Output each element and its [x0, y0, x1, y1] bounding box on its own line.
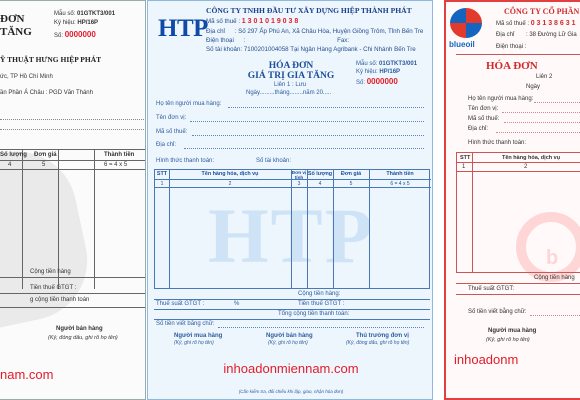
center-cong-tien-hang: Cộng tiền hàng:: [298, 291, 341, 297]
center-th-qty: Số lượng: [307, 171, 333, 177]
center-tong-thanh-toan: Tổng cộng tiền thanh toán:: [278, 311, 350, 317]
center-phone: :: [243, 37, 246, 44]
right-dotline: [502, 112, 580, 113]
right-divider: [456, 294, 580, 295]
right-num-2: 2: [524, 164, 528, 170]
center-company-name: CÔNG TY TNHH ĐẦU TƯ XÂY DỰNG HIỆP THÀNH PHÁT: [206, 6, 412, 15]
center-dotline: [192, 135, 424, 136]
center-th-amount: Thành tiền: [386, 171, 414, 177]
center-lien: Liên 1 : Lưu: [274, 82, 307, 88]
center-tax-code: Mã số thuế:: [156, 129, 188, 135]
left-num-6: 6 = 4 x 5: [104, 162, 128, 168]
center-buyer-address: Địa chỉ:: [156, 142, 177, 148]
center-th-price: Đơn giá: [340, 171, 362, 177]
left-divider: [0, 129, 146, 130]
right-unit-name: Tên đơn vị:: [468, 106, 499, 112]
right-tax-code: Mã số thuế:: [468, 116, 500, 122]
right-phone-label: Điện thoại: [496, 44, 524, 50]
right-address: : 38 Đường Lữ Gia: [526, 32, 577, 38]
right-sig-buyer-sub: (Ký, ghi rõ họ tên): [486, 337, 530, 343]
center-sig-seller: Người bán hàng: [266, 333, 313, 339]
left-table-col: [94, 149, 95, 289]
right-cong-tien-hang: Cộng tiền hàng: [534, 275, 575, 281]
left-website: nam.com: [0, 367, 54, 382]
left-num-4: 4: [8, 162, 12, 168]
right-divider: [456, 272, 580, 273]
center-sig-head-sub: (Ký, đóng dấu, ghi rõ họ tên): [346, 340, 410, 346]
center-tien-thue: Tiền thuế GTGT :: [298, 301, 345, 307]
left-so-label: Số:: [54, 33, 64, 39]
left-table-col: [58, 149, 59, 289]
right-mst: 0 3 1 3 8 6 3 1: [530, 20, 576, 27]
center-payment: Hình thức thanh toán:: [156, 158, 215, 164]
center-tn-6: 6 = 4 x 5: [390, 181, 410, 187]
center-divider: [154, 299, 430, 300]
center-account-label: Số tài khoản:: [206, 46, 243, 53]
center-dotline: [184, 148, 424, 149]
left-divider: [0, 293, 146, 294]
right-bang-chu: Số tiền viết bằng chữ:: [468, 309, 527, 315]
center-subtitle: GIÁ TRỊ GIA TĂNG: [247, 71, 335, 81]
center-th-stt: STT: [156, 171, 168, 177]
right-dotline: [534, 102, 580, 103]
center-percent: %: [234, 301, 240, 307]
center-mau-so-label: Mẫu số:: [356, 61, 378, 67]
right-table-row-line: [456, 162, 580, 163]
center-so: 0000000: [366, 77, 398, 86]
center-items-table: [154, 169, 430, 289]
center-unit-name: Tên đơn vị:: [156, 115, 187, 121]
left-table-col: [22, 149, 23, 289]
center-th-name: Tên hàng hóa, dịch vụ: [201, 171, 259, 177]
left-mau-so: 01GTKT3/001: [77, 11, 116, 17]
center-logo: HTP: [158, 15, 208, 42]
center-account-no: Số tài khoản:: [256, 158, 292, 164]
left-title-line1: ĐƠN: [0, 13, 25, 25]
blueoil-logo-icon: [450, 8, 482, 38]
right-buyer-name: Họ tên người mua hàng:: [468, 96, 534, 102]
left-tong-thanh-toan: g cộng tiền thanh toán: [30, 297, 90, 303]
left-title-line2: TĂNG: [0, 26, 32, 38]
left-divider: [0, 307, 146, 308]
right-phone: :: [524, 44, 527, 50]
center-sig-seller-sub: (Ký, ghi rõ họ tên): [268, 340, 308, 346]
right-mst-label: Mã số thuế :: [496, 21, 530, 27]
right-sig-buyer: Người mua hàng: [488, 328, 537, 334]
center-phone-label: Điện thoại: [206, 37, 234, 44]
right-num-1: 1: [462, 164, 466, 170]
center-invoice: [147, 0, 433, 400]
center-dotline: [228, 107, 424, 108]
right-date: Ngày: [526, 84, 541, 90]
center-dotline: [190, 121, 424, 122]
left-divider: [0, 277, 146, 278]
right-buyer-address: Địa chỉ:: [468, 126, 489, 132]
center-title: HÓA ĐƠN: [268, 61, 314, 71]
center-table-col: [369, 170, 370, 288]
center-table-col: [169, 170, 170, 288]
right-dotline: [530, 315, 580, 316]
left-col-so-luong: Số lượng: [0, 152, 27, 158]
right-items-table: [456, 152, 580, 272]
center-tn-4: 4: [318, 181, 322, 187]
right-dotline: [496, 132, 580, 133]
right-table-col: [472, 152, 473, 272]
center-dotline: [218, 327, 424, 328]
center-so-label: Số:: [356, 80, 366, 86]
center-mst: 1 3 0 1 0 1 9 0 3 8: [241, 18, 299, 25]
left-seller-sub: (Ký, đóng dấu, ghi rõ họ tên): [48, 335, 118, 341]
left-so-number: 0000000: [64, 30, 96, 39]
right-company-name: CÔNG TY CỔ PHẦN: [504, 7, 580, 16]
center-account: 7100201004058 Tại Ngân Hàng Agribank - Chi Nhánh Bến Tre: [243, 46, 416, 53]
left-address: ức, TP Hồ Chí Minh: [0, 74, 53, 80]
right-col-stt: STT: [460, 155, 471, 161]
center-table-col: [291, 170, 292, 288]
left-invoice: ĐƠN TĂNG Mẫu số: 01GTKT3/001 Ký hiệu: HP/16P Số: 0000000 Ỹ THUẬT HƯNG HIỆP PHÁT ức, TP Hồ Chí Minh ần Phần Á Châu : PGD Văn Thánh Số lượng Đơn giá Thành tiền 4 5 6 = 4 x 5 Cộng tiền hàng Tiền thuế GTGT : g cộng tiền thanh toán Người bán hàng (Ký, đóng dấu, ghi rõ họ tên) nam.com: [0, 0, 146, 400]
right-divider: [456, 283, 580, 284]
right-dotline: [504, 122, 580, 123]
right-col-name: Tên hàng hóa, dịch vụ: [502, 155, 561, 161]
left-company-name: Ỹ THUẬT HƯNG HIỆP PHÁT: [0, 55, 102, 64]
center-thue-suat: Thuế suất GTGT :: [156, 301, 205, 307]
center-mst-label: Mã số thuế :: [206, 18, 241, 25]
center-divider: [154, 309, 430, 310]
left-divider: [0, 119, 146, 120]
center-sig-buyer-sub: (Ký, ghi rõ họ tên): [174, 340, 214, 346]
left-ky-hieu-label: Ký hiệu:: [54, 20, 76, 26]
center-tn-1: 1: [160, 181, 164, 187]
center-ky-hieu-label: Ký hiệu:: [356, 69, 378, 75]
right-title: HÓA ĐƠN: [486, 60, 538, 72]
center-sig-buyer: Người mua hàng: [174, 333, 223, 339]
left-num-5: 5: [42, 162, 46, 168]
left-col-don-gia: Đơn giá: [34, 152, 57, 158]
right-website: inhoadonm: [454, 352, 519, 367]
right-divider: [456, 54, 580, 55]
left-seller-label: Người bán hàng: [56, 326, 103, 332]
center-th-unit: Đơn vị tính: [291, 170, 307, 180]
left-col-thanh-tien: Thành tiền: [104, 152, 135, 158]
right-thue-suat: Thuế suất GTGT:: [468, 286, 515, 292]
center-website: inhoadonmiennam.com: [223, 361, 359, 376]
left-cong-tien-hang: Cộng tiền hàng: [30, 269, 71, 275]
center-tn-5: 5: [349, 181, 353, 187]
left-tien-thue: Tiền thuế GTGT :: [30, 285, 77, 291]
left-ky-hieu: HP/16P: [77, 20, 99, 26]
center-fax-label: Fax:: [337, 37, 350, 44]
center-table-col: [333, 170, 334, 288]
right-payment: Hình thức thanh toán:: [468, 140, 527, 146]
right-lien: Liên 2: [536, 74, 553, 80]
center-address: : Số 297 Ấp Phú An, Xã Châu Hòa, Huyện Giồng Trôm, Tỉnh Bến Tre: [234, 28, 424, 35]
left-bank: ần Phần Á Châu : PGD Văn Thánh: [0, 90, 93, 96]
center-watermark: HTP: [208, 192, 375, 279]
center-footer: (Cần kiểm tra, đối chiếu khi lập, giao, nhận hóa đơn): [238, 389, 344, 394]
right-table-row-line: [456, 171, 580, 172]
center-sig-head: Thủ trưởng đơn vị: [356, 333, 409, 339]
left-table-row-line: [0, 169, 146, 170]
center-date: Ngày.........tháng........năm 20.....: [246, 90, 332, 96]
center-table-col: [307, 170, 308, 288]
center-ky-hieu: HP/16P: [379, 69, 401, 75]
center-mau-so: 01GTKT3/001: [379, 61, 418, 67]
center-address-label: Địa chỉ: [206, 28, 225, 35]
right-invoice: [444, 0, 580, 400]
center-tn-2: 2: [228, 181, 232, 187]
center-tn-3: 3: [297, 181, 301, 187]
right-address-label: Địa chỉ: [496, 32, 515, 38]
center-buyer-name: Họ tên người mua hàng:: [156, 101, 222, 107]
right-brand: blueoil: [449, 40, 475, 49]
center-divider: [154, 319, 430, 320]
left-table-row-line: [0, 160, 146, 161]
center-bang-chu: Số tiền viết bằng chữ:: [156, 321, 215, 327]
right-watermark-text: b: [546, 247, 559, 269]
